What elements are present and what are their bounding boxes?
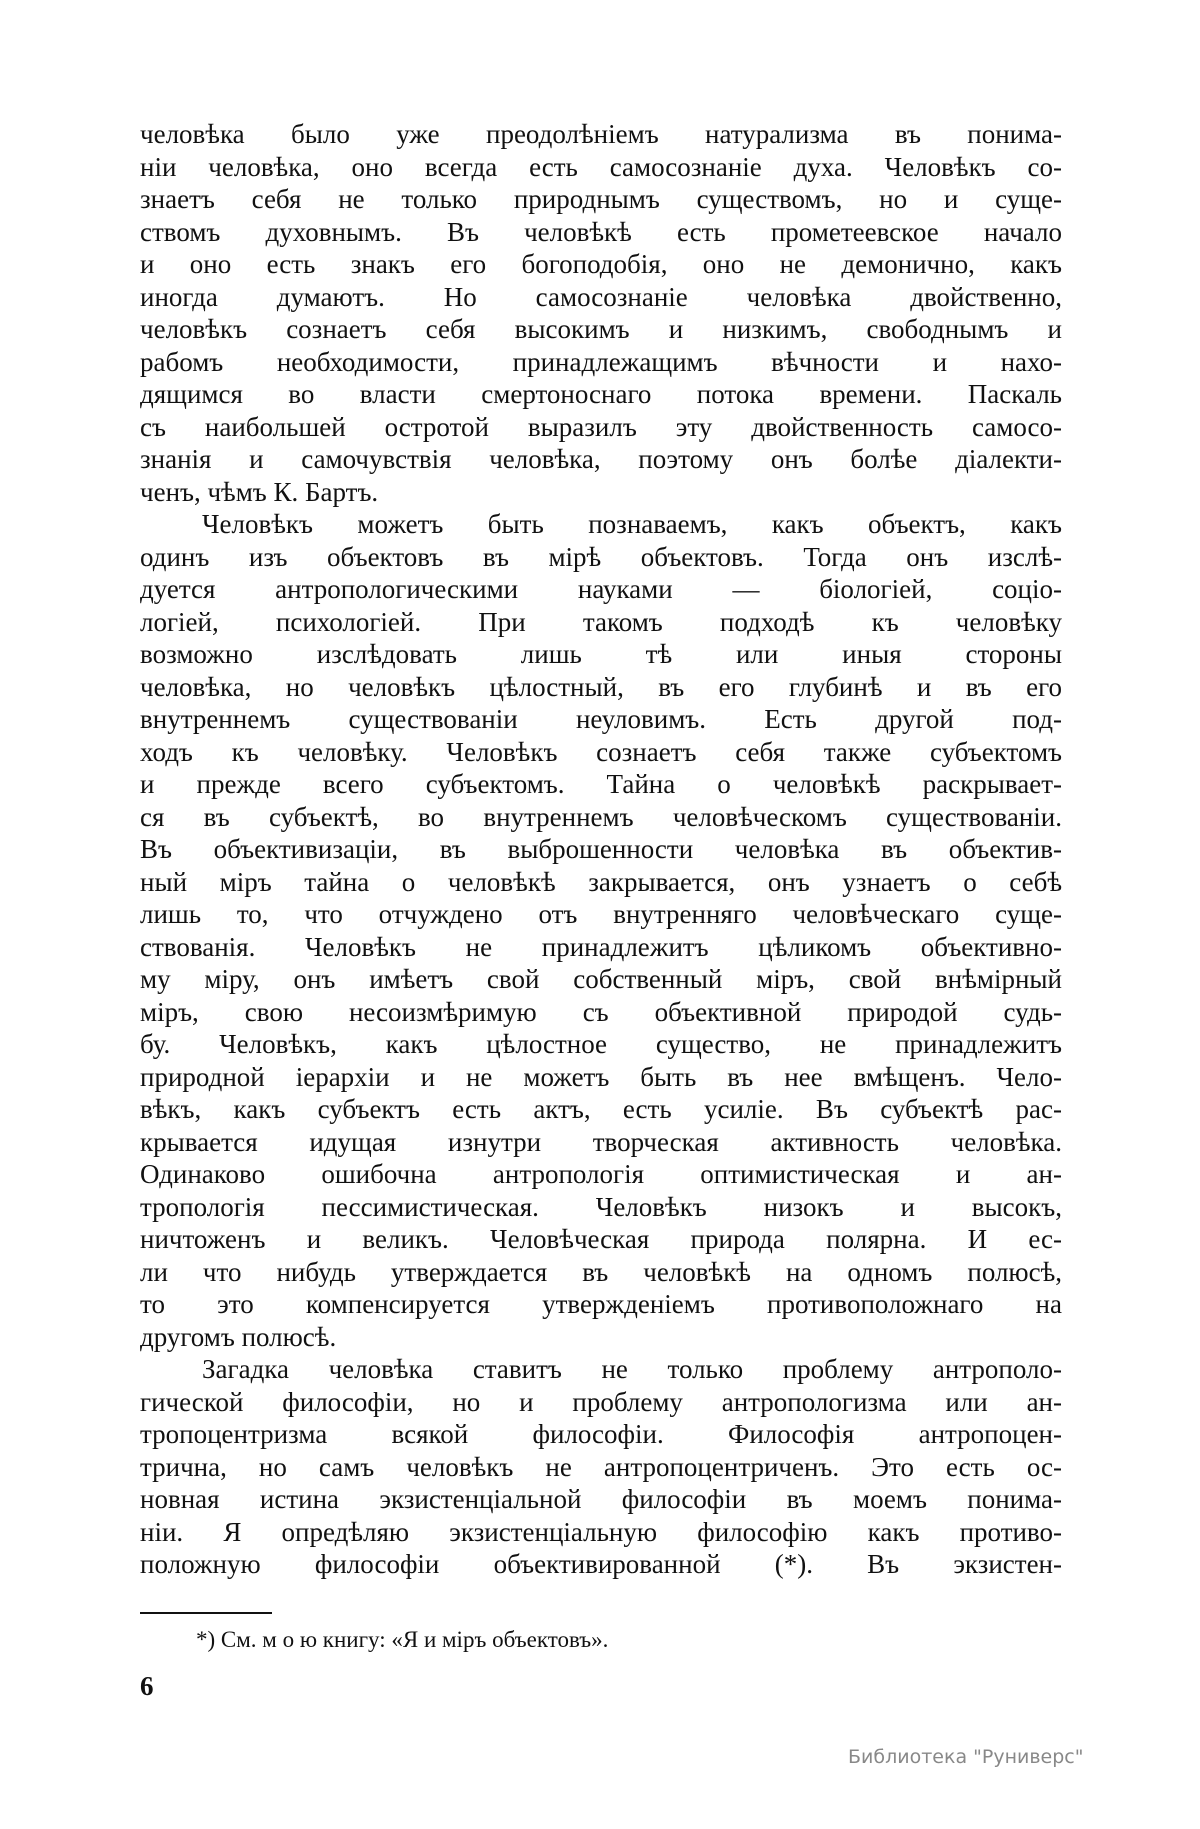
text-line: то это компенсируется утвержденіемъ противоположнаго на bbox=[140, 1289, 1062, 1319]
text-line: внутреннемъ существованіи неуловимъ. Есть другой под- bbox=[140, 704, 1062, 734]
text-line: трична, но самъ человѣкъ не антропоцентриченъ. Это есть ос- bbox=[140, 1451, 1062, 1482]
page-number: 6 bbox=[140, 1671, 154, 1701]
text-line: крывается идущая изнутри творческая активность человѣка. bbox=[140, 1126, 1062, 1157]
text-line: и прежде всего субъектомъ. Тайна о человѣкѣ раскрывает- bbox=[140, 769, 1062, 799]
text-line: бу. Человѣкъ, какъ цѣлостное существо, не принадлежитъ bbox=[140, 1029, 1062, 1059]
text-line: одинъ изъ объектовъ въ мірѣ объектовъ. Тогда онъ изслѣ- bbox=[140, 541, 1062, 572]
text-line: тропоцентризма всякой философіи. Философія антропоцен- bbox=[140, 1419, 1062, 1449]
library-watermark: Библиотека "Руниверс" bbox=[848, 1746, 1084, 1768]
text-line: міръ, свою несоизмѣримую съ объективной природой судь- bbox=[140, 996, 1062, 1027]
text-line: другомъ полюсѣ. bbox=[140, 1321, 337, 1352]
text-line: Одинаково ошибочна антропологія оптимистическая и ан- bbox=[140, 1159, 1062, 1189]
text-line: ствомъ духовнымъ. Въ человѣкѣ есть прометеевское начало bbox=[140, 216, 1062, 247]
text-line: ся въ субъектѣ, во внутреннемъ человѣческомъ существованіи. bbox=[140, 801, 1062, 832]
text-line: и оно есть знакъ его богоподобія, оно не демонично, какъ bbox=[140, 249, 1062, 279]
text-line: знаетъ себя не только природнымъ существомъ, но и суще- bbox=[140, 184, 1062, 214]
text-line: дуется антропологическими науками — біологіей, соціо- bbox=[140, 574, 1062, 604]
body-text bbox=[140, 118, 1062, 1581]
text-line: ли что нибудь утверждается въ человѣкѣ на одномъ полюсѣ, bbox=[140, 1256, 1062, 1287]
text-line: вѣкъ, какъ субъектъ есть актъ, есть усиліе. Въ субъектѣ рас- bbox=[140, 1094, 1062, 1124]
text-line: ходъ къ человѣку. Человѣкъ сознаетъ себя также субъектомъ bbox=[140, 736, 1062, 767]
text-line: иногда думаютъ. Но самосознаніе человѣка двойственно, bbox=[140, 281, 1062, 312]
text-line: тропологія пессимистическая. Человѣкъ низокъ и высокъ, bbox=[140, 1191, 1062, 1222]
text-line: ніи. Я опредѣляю экзистенціальную философію какъ противо- bbox=[140, 1516, 1062, 1547]
text-line: положную философіи объективированной (*). Въ экзистен- bbox=[140, 1549, 1062, 1579]
text-line: природной іерархіи и не можетъ быть въ нее вмѣщенъ. Чело- bbox=[140, 1061, 1062, 1092]
text-line: знанія и самочувствія человѣка, поэтому онъ болѣе діалекти- bbox=[140, 444, 1062, 474]
text-line: новная истина экзистенціальной философіи въ моемъ понима- bbox=[140, 1484, 1062, 1514]
text-line: человѣкъ сознаетъ себя высокимъ и низкимъ, свободнымъ и bbox=[140, 314, 1062, 344]
footnote-divider bbox=[140, 1612, 272, 1614]
text-line: ствованія. Человѣкъ не принадлежитъ цѣликомъ объективно- bbox=[140, 931, 1062, 962]
text-line: му міру, онъ имѣетъ свой собственный міръ, свой внѣмірный bbox=[140, 964, 1062, 994]
text-line: ный міръ тайна о человѣкѣ закрывается, онъ узнаетъ о себѣ bbox=[140, 866, 1062, 897]
text-line: Въ объективизаціи, въ выброшенности человѣка въ объектив- bbox=[140, 834, 1062, 864]
text-line: человѣка было уже преодолѣніемъ натурализма въ понима- bbox=[140, 119, 1062, 149]
text-line: ніи человѣка, оно всегда есть самосознаніе духа. Человѣкъ со- bbox=[140, 151, 1062, 182]
text-line: лишь то, что отчуждено отъ внутренняго человѣческаго суще- bbox=[140, 899, 1062, 929]
text-line: ничтоженъ и великъ. Человѣческая природа полярна. И ес- bbox=[140, 1224, 1062, 1254]
text-line: человѣка, но человѣкъ цѣлостный, въ его глубинѣ и въ его bbox=[140, 671, 1062, 702]
text-line: съ наибольшей остротой выразилъ эту двойственность самосо- bbox=[140, 411, 1062, 442]
text-line: гической философіи, но и проблему антропологизма или ан- bbox=[140, 1386, 1062, 1417]
text-line: логіей, психологіей. При такомъ подходѣ къ человѣку bbox=[140, 606, 1062, 637]
text-line: дящимся во власти смертоноснаго потока времени. Паскаль bbox=[140, 379, 1062, 409]
text-line: Загадка человѣка ставитъ не только проблему антрополо- bbox=[202, 1354, 1062, 1384]
text-line: рабомъ необходимости, принадлежащимъ вѣчности и нахо- bbox=[140, 346, 1062, 377]
text-line: возможно изслѣдовать лишь тѣ или иныя стороны bbox=[140, 639, 1062, 669]
text-line: ченъ, чѣмъ К. Бартъ. bbox=[140, 476, 379, 507]
footnote: *) См. м о ю книгу: «Я и міръ объектовъ». bbox=[196, 1627, 609, 1652]
text-line: Человѣкъ можетъ быть познаваемъ, какъ объектъ, какъ bbox=[202, 509, 1062, 539]
